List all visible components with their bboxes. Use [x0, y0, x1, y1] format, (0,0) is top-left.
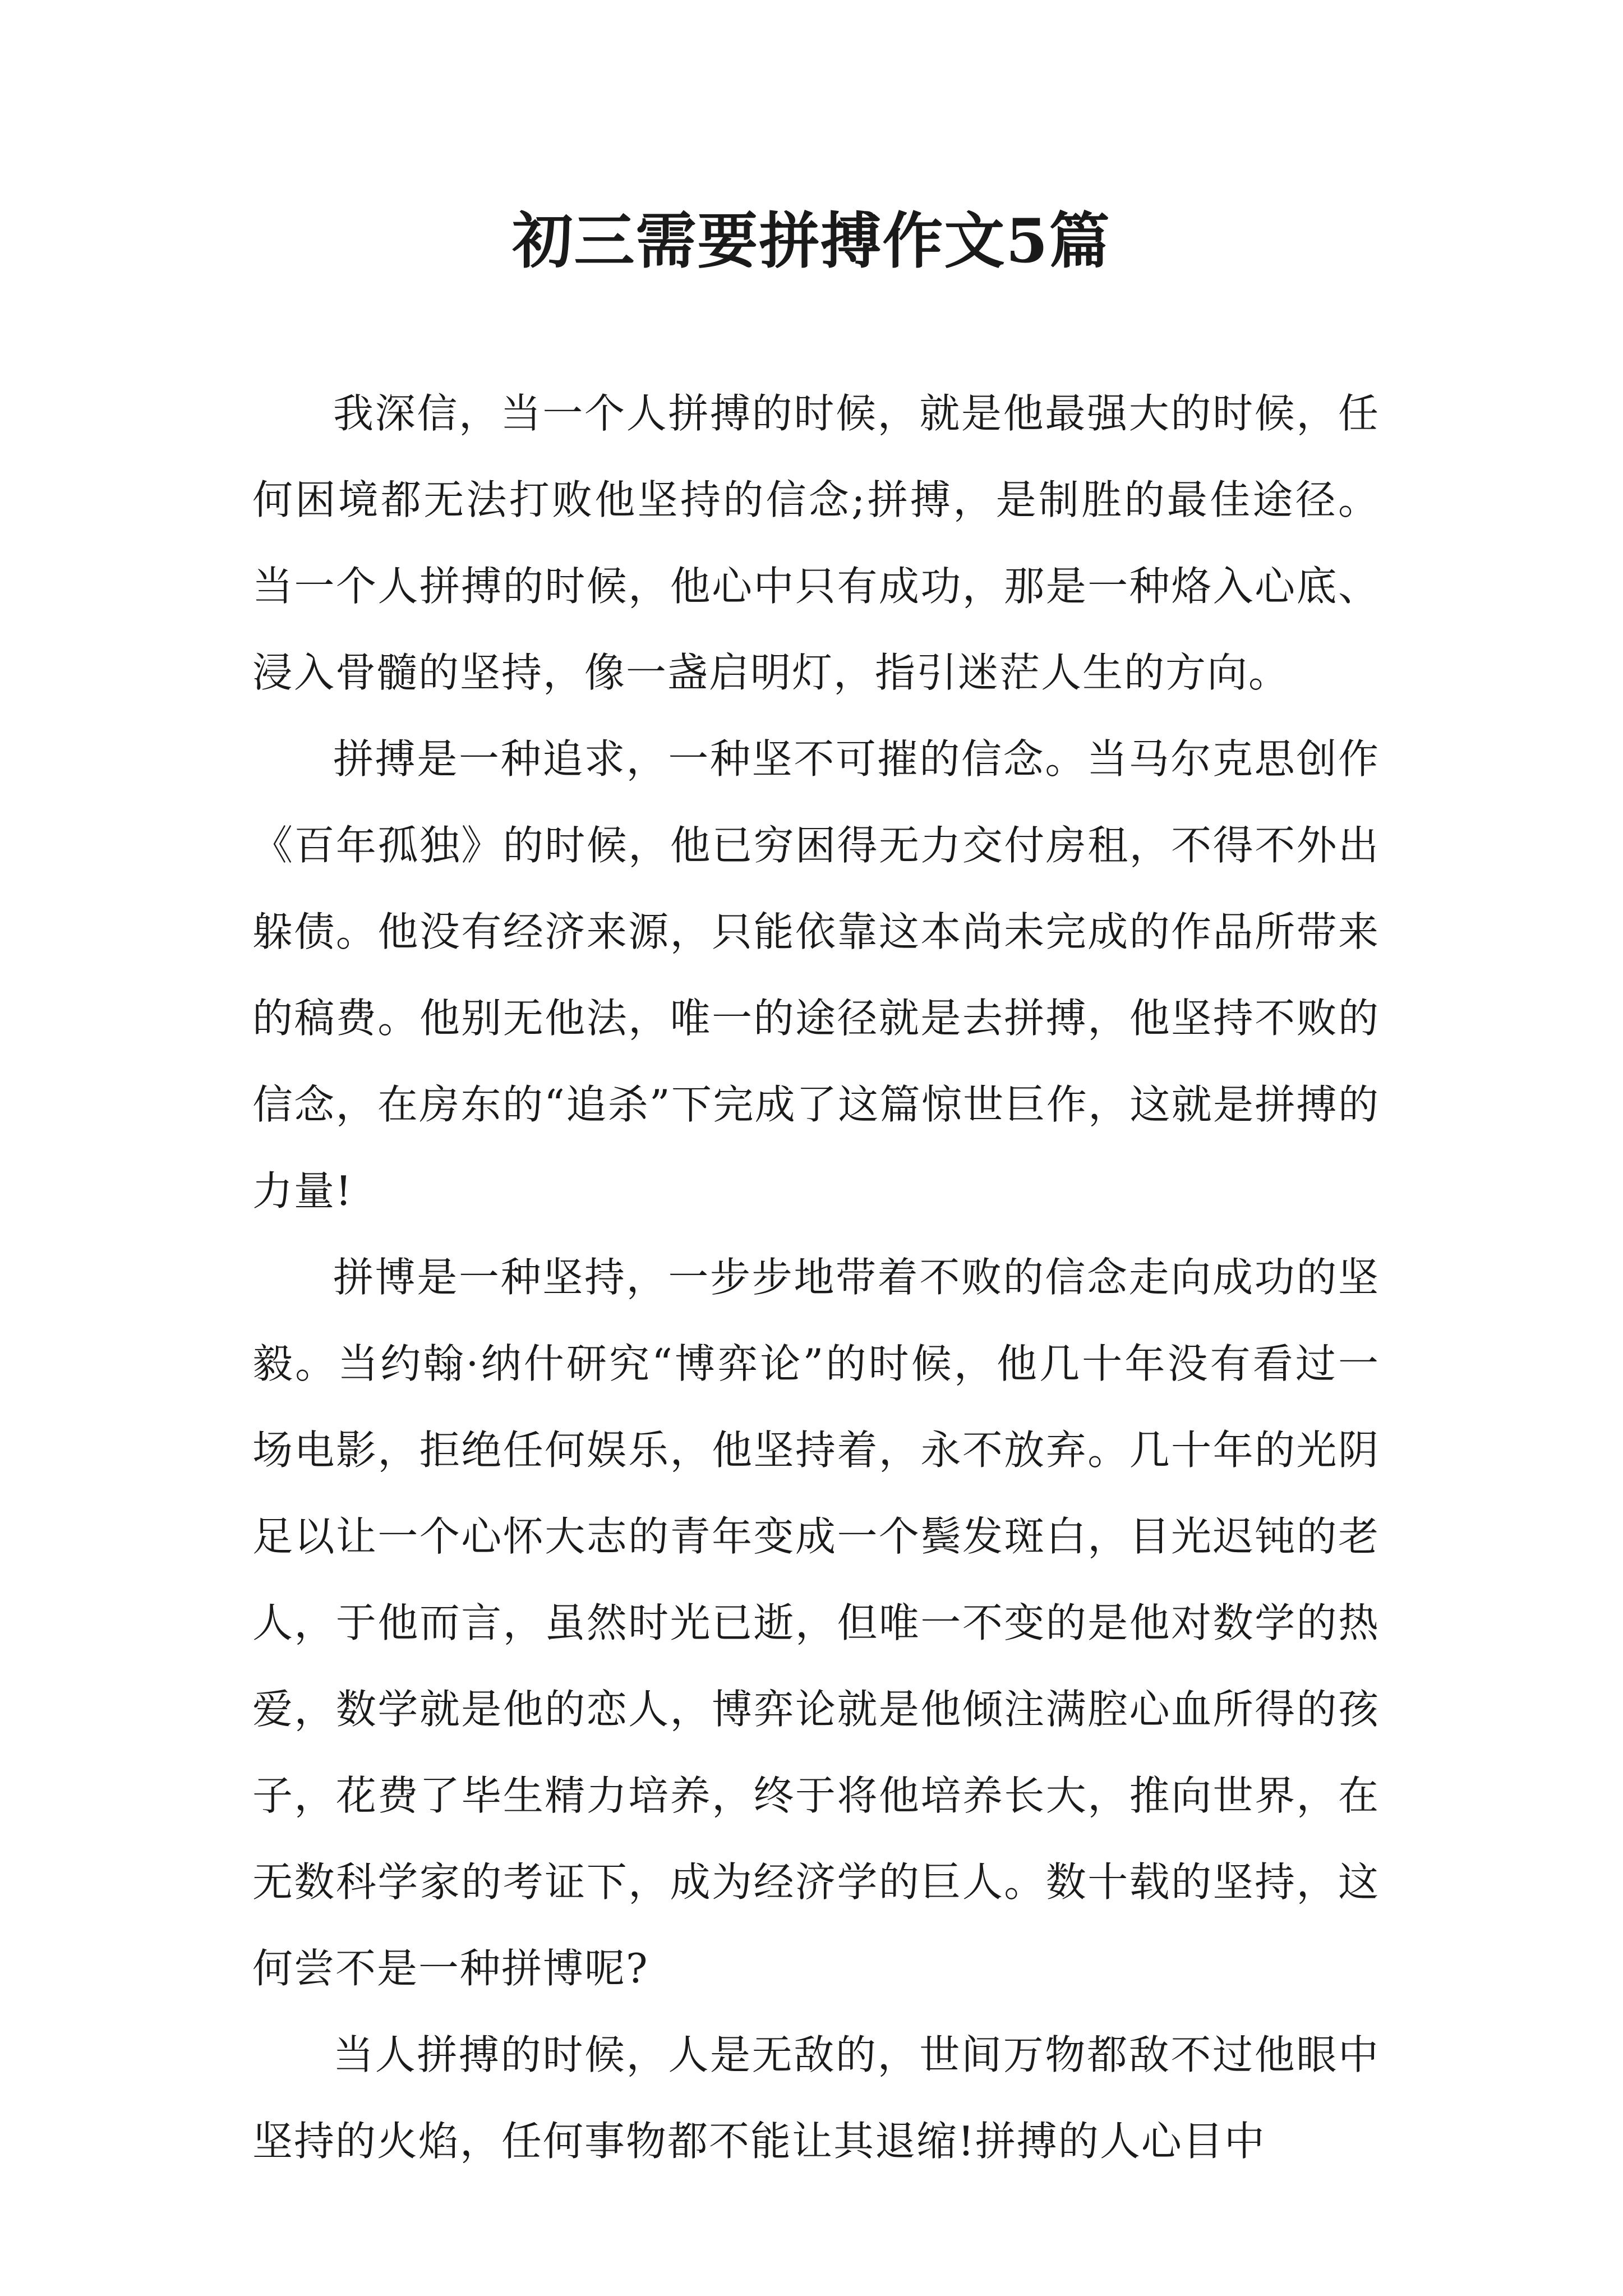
paragraph: 拼博是一种坚持，一步步地带着不败的信念走向成功的坚毅。当约翰·纳什研究“博弈论”的时候，他几十年没有看过一场电影，拒绝任何娱乐，他坚持着，永不放弃。几十年的光阴足以让一个心怀大志的青年变成一个鬓发斑白，目光迟钝的老人，于他而言，虽然时光已逝，但唯一不变的是他对数学的热爱，数学就是他的恋人，博弈论就是他倾注满腔心血所得的孩子，花费了毕生精力培养，终于将他培养长大，推向世界，在无数科学家的考证下，成为经济学的巨人。数十载的坚持，这何尝不是一种拼博呢?: [252, 1254, 1380, 1992]
document-body: [252, 370, 1380, 2184]
paragraph: 拼搏是一种追求，一种坚不可摧的信念。当马尔克思创作《百年孤独》的时候，他已穷困得无力交付房租，不得不外出躲债。他没有经济来源，只能依靠这本尚未完成的作品所带来的稿费。他别无他法，唯一的途径就是去拼搏，他坚持不败的信念，在房东的“追杀”下完成了这篇惊世巨作，这就是拼搏的力量!: [252, 735, 1380, 1214]
document-title: 初三需要拼搏作文5篇: [512, 206, 1111, 277]
paragraph: 我深信，当一个人拼搏的时候，就是他最强大的时候，任何困境都无法打败他坚持的信念;拼搏，是制胜的最佳途径。当一个人拼搏的时候，他心中只有成功，那是一种烙入心底、浸入骨髓的坚持，像一盏启明灯，指引迷茫人生的方向。: [252, 390, 1380, 696]
paragraph: 当人拼搏的时候，人是无敌的，世间万物都敌不过他眼中坚持的火焰，任何事物都不能让其退缩!拼搏的人心目中: [252, 2031, 1380, 2165]
